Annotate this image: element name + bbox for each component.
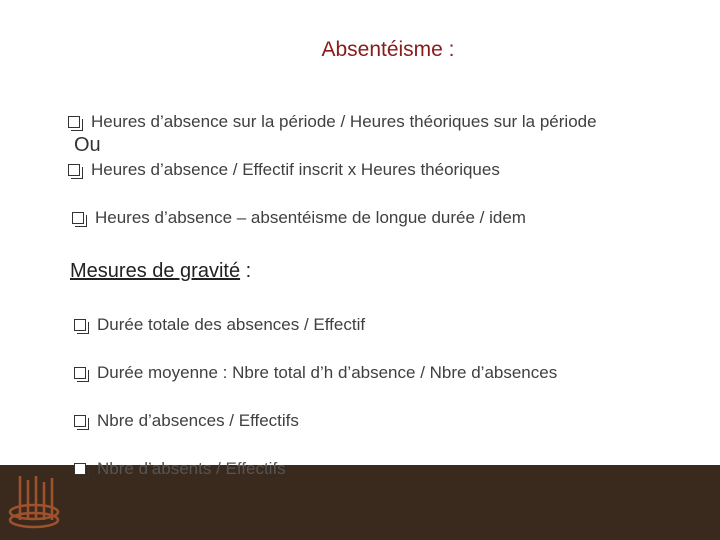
list-item: [72, 208, 526, 228]
list-item-text: Durée totale des absences / Effectif: [97, 315, 366, 334]
logo-icon: [8, 472, 60, 530]
connector-text: Ou: [74, 134, 101, 156]
section-heading: [70, 260, 251, 283]
list-item-text: Heures d’absence sur la période / Heures théoriques sur la période: [91, 112, 597, 131]
list-item: [68, 112, 597, 132]
list-item-text: Nbre d’absences / Effectifs: [97, 411, 299, 430]
list-item-text: Nbre d’absents / Effectifs: [97, 459, 286, 478]
list-item: [74, 363, 557, 383]
slide-title: Absentéisme :: [321, 38, 455, 61]
list-item-text: Durée moyenne : Nbre total d’h d’absence / Nbre d’absences: [97, 363, 558, 382]
square-bullet-icon: [72, 212, 84, 224]
square-bullet-icon: [74, 319, 86, 331]
square-bullet-icon: [68, 164, 80, 176]
square-bullet-icon: [74, 463, 86, 475]
list-item-text: Heures d’absence – absentéisme de longue durée / idem: [95, 208, 526, 227]
list-item: [74, 459, 286, 479]
section-heading-text: Mesures de gravité: [70, 260, 241, 282]
section-heading-colon: :: [240, 260, 252, 282]
square-bullet-icon: [74, 367, 86, 379]
list-item-text: Heures d’absence / Effectif inscrit x Heures théoriques: [91, 160, 500, 179]
list-item: [74, 315, 365, 335]
list-item: [68, 160, 500, 180]
list-item: [74, 411, 299, 431]
square-bullet-icon: [74, 415, 86, 427]
square-bullet-icon: [68, 116, 80, 128]
